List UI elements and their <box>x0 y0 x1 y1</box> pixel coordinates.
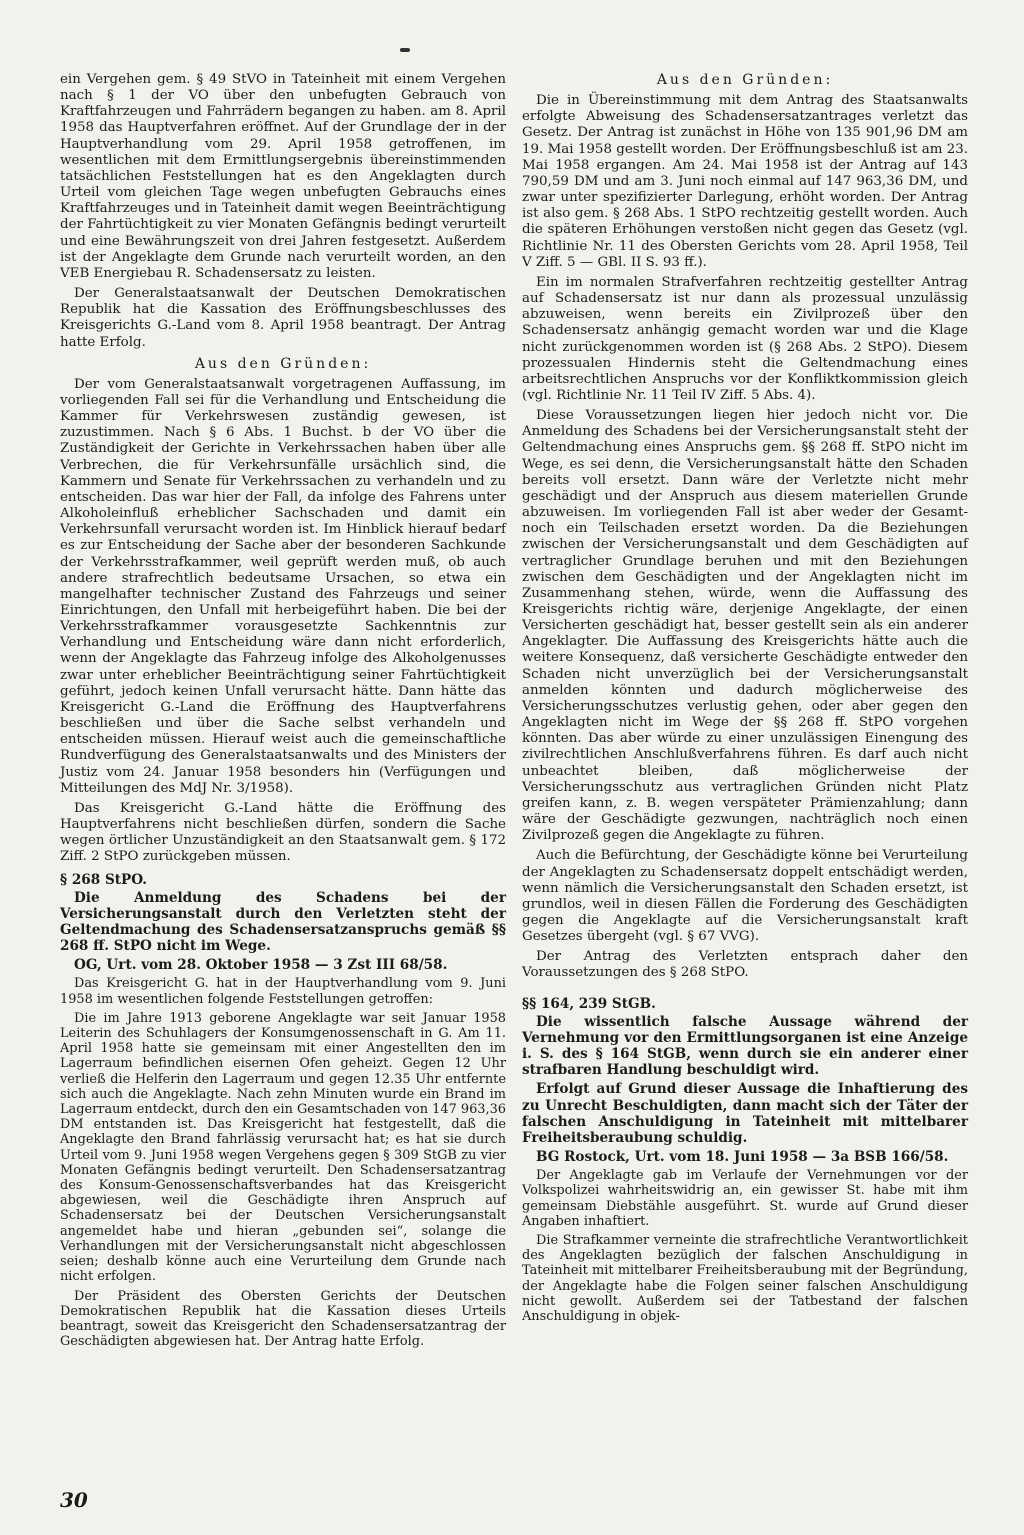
section-heading: Aus den Gründen: <box>194 355 372 372</box>
paragraph: Der Antrag des Verletzten entsprach daher den Voraussetzungen des § 268 StPO. <box>522 949 968 981</box>
paragraph: Die in Übereinstimmung mit dem Antrag des Staatsanwalts erfolgte Abweisung des Schadensersatzantrages verletzt das Gesetz. Der Antrag ist zunächst in Höhe von 135 901,96 DM am 19. Mai 1958 gestellt worden. Der Eröffnungsbeschluß ist am 23. Mai 1958 ergangen. Am 24. Mai 1958 ist der Antrag auf 143 790,59 DM und am 3. Juni noch einmal auf 147 963,36 DM, und zwar unter spezifizierter Darlegung, erhöht worden. Der Antrag ist also gem. § 268 Abs. 1 StPO rechtzeitig gestellt worden. Auch die späteren Erhöhungen verstoßen nicht gegen das Gesetz (vgl. Richtlinie Nr. 11 des Obersten Gerichts vom 28. April 1958, Teil V Ziff. 5 — GBl. II S. 93 ff.). <box>522 93 968 270</box>
left-column <box>60 72 506 1353</box>
paragraph: Der vom Generalstaatsanwalt vorgetragenen Auffassung, im vorliegenden Fall sei für die Verhandlung und Entscheidung die Kammer für Verkehrswesen zuständig gewesen, ist zuzustimmen. Nach § 6 Abs. 1 Buchst. b der VO über die Zuständigkeit der Gerichte in Verkehrssachen haben über alle Verbrechen, die für Verkehrsunfälle ursächlich sind, die Kammern und Senate für Verkehrssachen zu verhandeln und zu entscheiden. Das war hier der Fall, da infolge des Fahrens unter Alkoholeinfluß erheblicher Sachschaden und damit ein Verkehrsunfall verursacht worden ist. Im Hinblick hierauf bedarf es zur Entscheidung der Sache aber der besonderen Sachkunde der Verkehrsstrafkammer, weil geprüft werden muß, ob auch andere strafrechtlich bedeutsame Ursachen, so etwa ein mangelhafter technischer Zustand des Fahrzeugs und seiner Einrichtungen, den Unfall mit herbeigeführt haben. Die bei der Verkehrsstrafkammer vorausgesetzte Sachkenntnis zur Verhandlung und Entscheidung wäre dann nicht erforderlich, wenn der Angeklagte das Fahrzeug infolge des Alkoholgenusses zwar unter erheblicher Beeinträchtigung seiner Fahrtüchtigkeit geführt, jedoch keinen Unfall verursacht hätte. Dann hätte das Kreisgericht G.-Land die Eröffnung des Hauptverfahrens beschließen und über die Sache selbst verhandeln und entscheiden müssen. Hierauf weist auch die gemeinschaftliche Rundverfügung des Generalstaatsanwalts und des Ministers der Justiz vom 24. Januar 1958 besonders hin (Verfügungen und Mitteilungen des MdJ Nr. 3/1958). <box>60 376 506 796</box>
headnote: Erfolgt auf Grund dieser Aussage die Inhaftierung des zu Unrecht Beschuldigten, dann macht sich der Täter der falschen Anschuldigung in Tateinheit mit mittelbarer Freiheitsberaubung schuldig. <box>522 1081 968 1146</box>
print-mark <box>400 48 410 52</box>
page-number: 30 <box>60 1488 88 1512</box>
paragraph: Der Angeklagte gab im Verlaufe der Vernehmungen vor der Volkspolizei wahrheitswidrig an, ein gewisser St. habe mit ihm gemeinsam Diebstähle ausgeführt. St. wurde auf Grund dieser Angaben inhaftiert. <box>522 1168 968 1229</box>
court-citation: BG Rostock, Urt. vom 18. Juni 1958 — 3a BSB 166/58. <box>536 1149 949 1165</box>
paragraph: Der Generalstaatsanwalt der Deutschen Demokratischen Republik hat die Kassation des Eröffnungsbeschlusses des Kreisgerichts G.-Land vom 8. April 1958 beantragt. Der Antrag hatte Erfolg. <box>60 286 506 350</box>
paragraph: Auch die Befürchtung, der Geschädigte könne bei Verurteilung der Angeklagten zu Schadensersatz doppelt entschädigt werden, wenn nämlich die Versicherungsanstalt den Schaden ersetzt, ist grundlos, weil in diesen Fällen die Forderung des Geschädigten gegen die Angeklagte auf die Versicherungsanstalt kraft Gesetzes übergeht (vgl. § 67 VVG). <box>522 848 968 945</box>
headnote: Die wissentlich falsche Aussage während der Vernehmung vor den Ermittlungsorganen ist eine Anzeige i. S. des § 164 StGB, wenn durch sie ein anderer einer strafbaren Handlung beschuldigt wird. <box>522 1013 968 1079</box>
paragraph: Ein im normalen Strafverfahren rechtzeitig gestellter Antrag auf Schadensersatz ist nur dann als prozessual unzulässig abzuweisen, wenn bereits ein Zivilprozeß über den Schadensersatz anhängig gemacht worden war und die Klage nicht zurückgenommen worden ist (§ 268 Abs. 2 StPO). Diesem prozessualen Hindernis steht die Geltendmachung eines arbeitsrechtlichen Anspruchs vor der Konfliktkommission gleich (vgl. Richtlinie Nr. 11 Teil IV Ziff. 5 Abs. 4). <box>522 274 968 403</box>
headnote: Die Anmeldung des Schadens bei der Versicherungsanstalt durch den Verletzten steht der Geltendmachung des Schadensersatzanspruchs gemäß §§ 268 ff. StPO nicht im Wege. <box>60 889 506 955</box>
paragraph: Das Kreisgericht G.-Land hätte die Eröffnung des Hauptverfahrens nicht beschließen dürfen, sondern die Sache wegen örtlicher Unzuständigkeit an den Staatsanwalt gem. § 172 Ziff. 2 StPO zurückgeben müssen. <box>60 800 506 865</box>
law-reference: §§ 164, 239 StGB. <box>522 995 656 1012</box>
paragraph: Die im Jahre 1913 geborene Angeklagte war seit Januar 1958 Leiterin des Schuhlagers der Konsumgenossenschaft in G. Am 11. April 1958 hatte sie gemeinsam mit einer Angestellten den im Lagerraum befindlichen eisernen Ofen geheizt. Gegen 12 Uhr verließ die Helferin den Lagerraum und gegen 12.35 Uhr entfernte sich auch die Angeklagte. Nach zehn Minuten wurde ein Brand im Lagerraum entdeckt, durch den ein Gesamtschaden von 147 963,36 DM entstanden ist. Das Kreisgericht hat festgestellt, daß die Angeklagte den Brand fahrlässig verursacht hat; es hat sie durch Urteil vom 9. Juni 1958 wegen Vergehens gegen § 309 StGB zu vier Monaten Gefängnis bedingt verurteilt. Den Schadensersatzantrag des Konsum-Genossenschaftsverbandes hat das Kreisgericht abgewiesen, weil die Geschädigte ihren Anspruch auf Schadensersatz bei der Deutschen Versicherungsanstalt angemeldet habe und hieran „gebunden sei“, solange die Verhandlungen mit der Versicherungsanstalt nicht abgeschlossen seien; deshalb könne auch eine Verurteilung dem Grunde nach nicht erfolgen. <box>60 1010 506 1285</box>
paragraph: ein Vergehen gem. § 49 StVO in Tateinheit mit einem Vergehen nach § 1 der VO über den unbefugten Gebrauch von Kraftfahrzeugen und Fahrrädern begangen zu haben. am 8. April 1958 das Hauptverfahren eröffnet. Auf der Grundlage der in der Hauptverhandlung vom 29. April 1958 getroffenen, im wesentlichen mit dem Ermittlungsergebnis übereinstimmenden tatsächlichen Feststellungen hat es den Angeklagten durch Urteil vom gleichen Tage wegen unbefugten Gebrauchs eines Kraftfahrzeuges und in Tateinheit damit wegen Beeinträchtigung der Fahrtüchtigkeit zu vier Monaten Gefängnis bedingt verurteilt und eine Bewährungszeit von drei Jahren festgesetzt. Außerdem ist der Angeklagte dem Grunde nach verurteilt worden, an den VEB Energiebau R. Schadensersatz zu leisten. <box>60 72 506 281</box>
right-column <box>522 72 968 1328</box>
paragraph: Der Präsident des Obersten Gerichts der Deutschen Demokratischen Republik hat die Kassation dieses Urteils beantragt, soweit das Kreisgericht den Schadensersatzantrag der Geschädigten abgewiesen hat. Der Antrag hatte Erfolg. <box>60 1288 506 1350</box>
section-heading: Aus den Gründen: <box>656 72 834 88</box>
paragraph: Diese Voraussetzungen liegen hier jedoch nicht vor. Die Anmeldung des Schadens bei der Versicherungsanstalt steht der Geltendmachung eines Anspruchs gem. §§ 268 ff. StPO nicht im Wege, es sei denn, die Versicherungsanstalt hätte den Schaden bereits voll ersetzt. Dann wäre der Verletzte nicht mehr geschädigt und der Anspruch aus diesem materiellen Grunde abzuweisen. Im vorliegenden Fall ist aber weder der Gesamt- noch ein Teilschaden ersetzt worden. Da die Beziehungen zwischen der Versicherungsanstalt und dem Geschädigten auf vertraglicher Grundlage beruhen und mit den Beziehungen zwischen dem Geschädigten und der Angeklagten nicht im Zusammenhang stehen, würde, wenn die Auffassung des Kreisgerichts richtig wäre, derjenige Angeklagte, der einen Versicherten geschädigt hat, besser gestellt sein als ein anderer Angeklagter. Die Auffassung des Kreisgerichts hätte auch die weitere Konsequenz, daß versicherte Geschädigte entweder den Schaden nicht unverzüglich bei der Versicherungsanstalt anmelden könnten und dadurch möglicherweise des Versicherungsschutzes verlustig gehen, oder aber gegen den Angeklagten nicht im Wege der §§ 268 ff. StPO vorgehen könnten. Das aber würde zu einer unzulässigen Einengung des zivilrechtlichen Anschlußverfahrens führen. Es darf auch nicht unbeachtet bleiben, daß möglicherweise der Versicherungsschutz aus vertraglichen Gründen nicht Platz greifen kann, z. B. wegen verspäteter Prämienzahlung; dann wäre der Geschädigte gezwungen, nachträglich noch einen Zivilprozeß gegen die Angeklagte zu führen. <box>522 408 968 844</box>
law-reference: § 268 StPO. <box>60 871 148 888</box>
paragraph: Das Kreisgericht G. hat in der Hauptverhandlung vom 9. Juni 1958 im wesentlichen folgende Feststellungen getroffen: <box>60 976 506 1007</box>
paragraph: Die Strafkammer verneinte die strafrechtliche Verantwortlichkeit des Angeklagten bezüglich der falschen Anschuldigung in Tateinheit mit mittelbarer Freiheitsberaubung mit der Begründung, der Angeklagte habe die Folgen seiner falschen Anschuldigung nicht gewollt. Außerdem sei der Tatbestand der falschen Anschuldigung in objek- <box>522 1232 968 1324</box>
court-citation: OG, Urt. vom 28. Oktober 1958 — 3 Zst III 68/58. <box>74 957 448 974</box>
